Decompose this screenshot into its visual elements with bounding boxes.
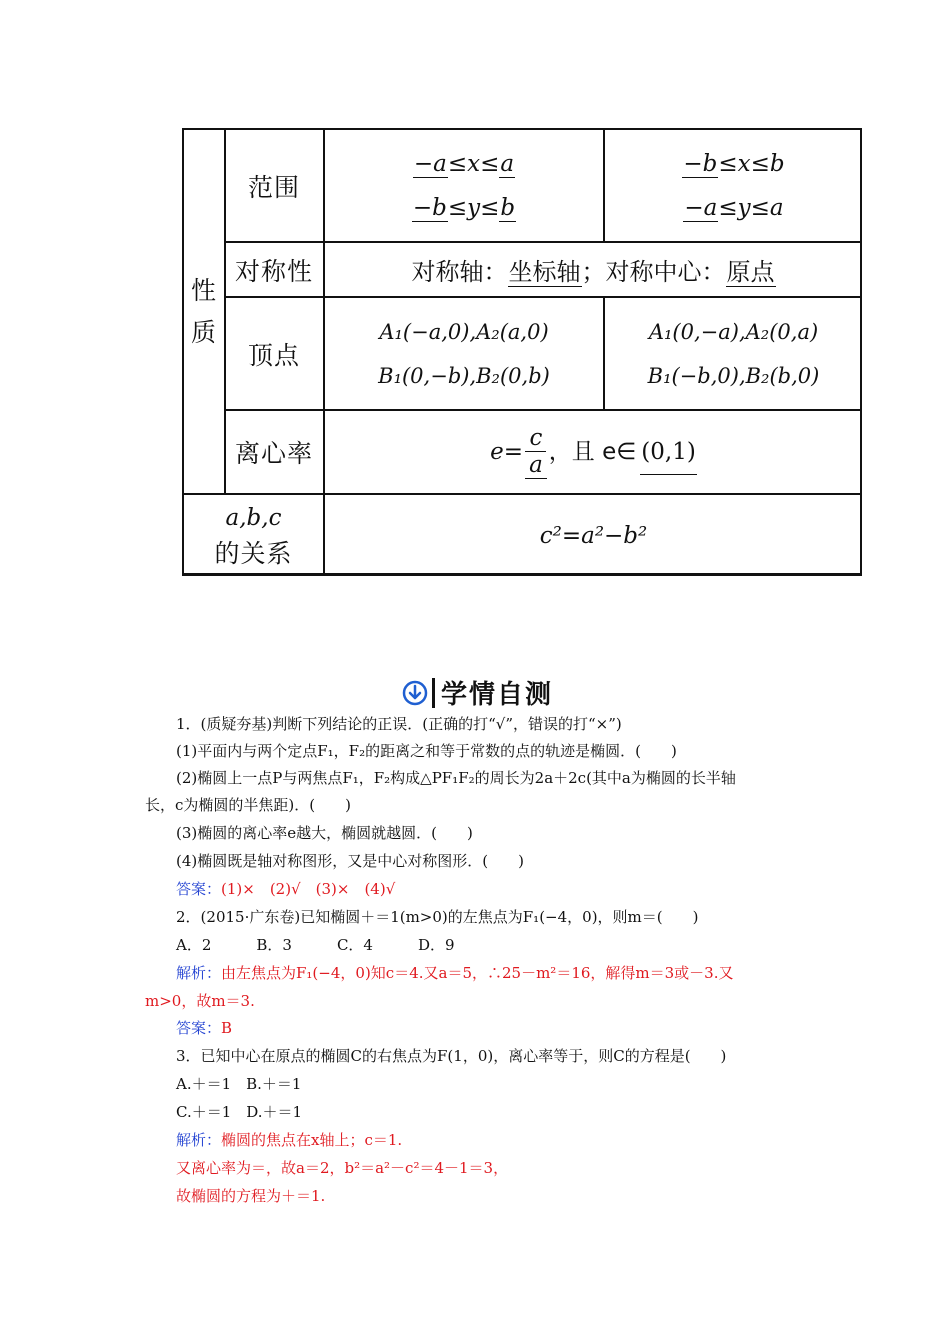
group-label-properties: 性 质 [190,275,217,347]
q2-stem: 2．(2015·广东卷)已知椭圆＋＝1(m>0)的左焦点为F₁(−4，0)，则m＝( ) [176,908,699,926]
q3-analysis-3: 故椭圆的方程为＋＝1. [176,1187,326,1205]
fraction-c-over-a: $\frac{c}{a}$ [525,425,547,479]
q1-statement-2b: 长，c为椭圆的半焦距)．( ) [145,796,351,814]
q1-statement-4: (4)椭圆既是轴对称图形，又是中心对称图形．( ) [176,852,524,870]
q2-analysis-1: 解析：由左焦点为F₁(−4，0)知c＝4.又a＝5，∴25－m²＝16，解得m＝3或－3.又 [176,964,734,982]
section-header [402,674,553,711]
eccentricity-value: e= $\frac{c}{a}$ ，且 e∈ (0,1) [490,425,696,478]
q3-options-1: A.＋＝1 B.＋＝1 [176,1075,302,1093]
q2-answer: 答案：B [176,1019,233,1037]
section-title: 学情自测 [441,680,554,710]
q3-stem: 3．已知中心在原点的椭圆C的右焦点为F(1，0)，离心率等于，则C的方程是( ) [176,1047,727,1065]
vertex-horizontal: A₁(−a,0),A₂(a,0) B₁(0,−b),B₂(0,b) [378,319,550,388]
row-label-vertex: 顶点 [247,340,300,370]
down-arrow-circle-icon [402,680,428,706]
q1-statement-3: (3)椭圆的离心率e越大，椭圆就越圆．( ) [176,824,473,842]
row-label-relation: a,b,c 的关系 [214,504,293,568]
q2-options: A．2 B．3 C．4 D．9 [176,936,455,954]
q3-analysis-2: 又离心率为＝，故a＝2，b²＝a²－c²＝4－1＝3， [176,1159,509,1177]
range-horizontal: −a≤x≤a −b≤y≤b [412,150,516,221]
q1-stem: 1．(质疑夯基)判断下列结论的正误．(正确的打“√”，错误的打“×”) [176,715,622,733]
q1-answer: 答案：(1)× (2)√ (3)× (4)√ [176,880,396,898]
relation-formula: c²=a²−b² [539,522,648,549]
row-label-symmetry: 对称性 [234,256,313,286]
q2-analysis-2: m>0，故m＝3. [145,992,255,1010]
q3-analysis-1: 解析：椭圆的焦点在x轴上；c＝1. [176,1131,403,1149]
row-label-eccentricity: 离心率 [234,439,313,468]
q1-statement-1: (1)平面内与两个定点F₁，F₂的距离之和等于常数的点的轨迹是椭圆．( ) [176,742,677,760]
q3-options-2: C.＋＝1 D.＋＝1 [176,1103,303,1121]
range-vertical: −b≤x≤b −a≤y≤a [683,150,785,221]
section-divider [432,678,435,708]
ellipse-properties-table [182,128,862,576]
row-label-range: 范围 [247,172,300,202]
symmetry-value: 对称轴：坐标轴；对称中心：原点 [411,258,775,286]
q1-statement-2a: (2)椭圆上一点P与两焦点F₁，F₂构成△PF₁F₂的周长为2a＋2c(其中a为椭圆的长半轴 [176,769,736,787]
vertex-vertical: A₁(0,−a),A₂(0,a) B₁(−b,0),B₂(b,0) [647,319,820,388]
